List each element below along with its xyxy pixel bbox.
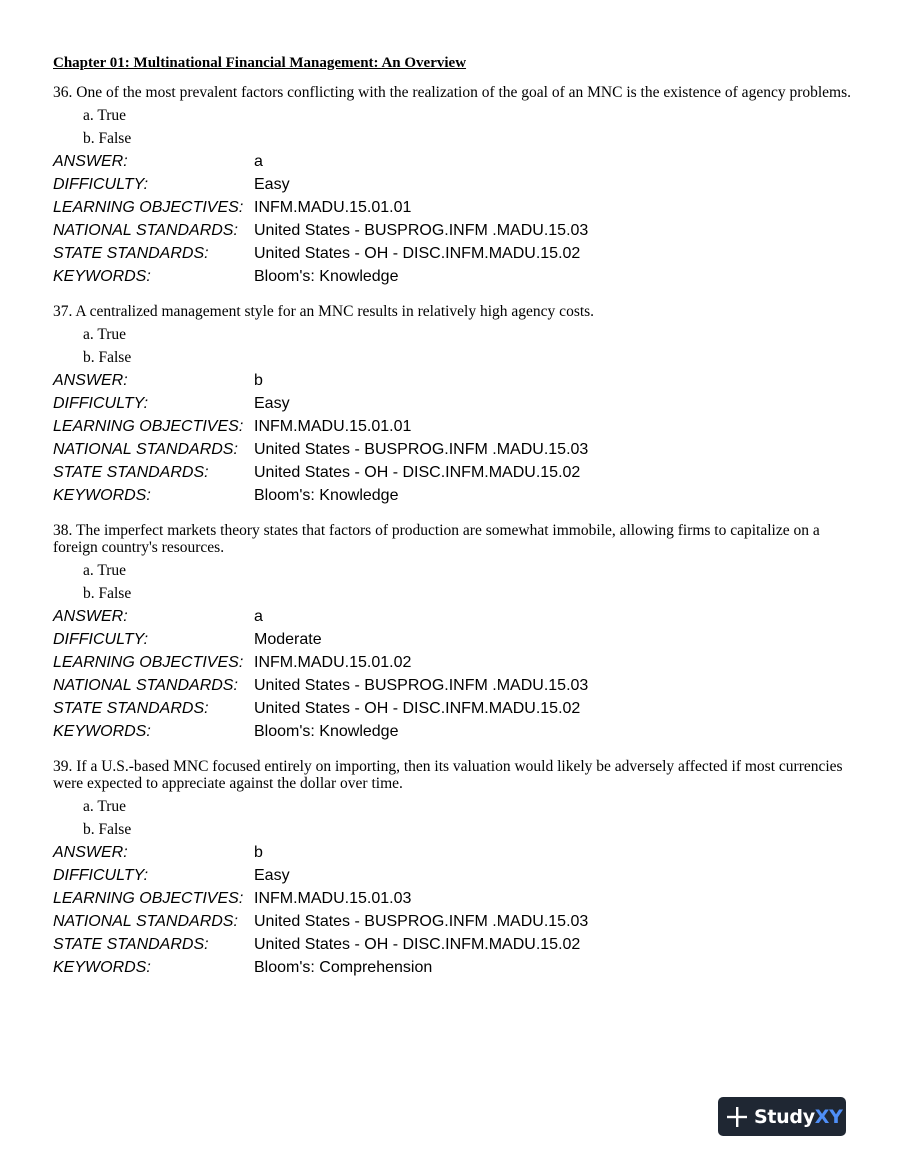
meta-value: United States - OH - DISC.INFM.MADU.15.02 <box>254 463 581 481</box>
meta-label: NATIONAL STANDARDS: <box>53 221 238 239</box>
meta-row <box>53 219 853 242</box>
answer-option: b. False <box>83 821 132 838</box>
meta-row <box>53 697 853 720</box>
answer-option: a. True <box>83 326 127 343</box>
question-text: 38. The imperfect markets theory states that factors of production are somewhat immobile, allowing firms to capitalize on a foreign country's resources. <box>53 522 820 556</box>
question-list <box>53 84 853 979</box>
question-block <box>53 84 853 288</box>
meta-value: United States - OH - DISC.INFM.MADU.15.02 <box>254 244 581 262</box>
meta-value: INFM.MADU.15.01.03 <box>254 889 412 907</box>
chapter-title: Chapter 01: Multinational Financial Management: An Overview <box>53 55 467 71</box>
answer-option: a. True <box>83 107 127 124</box>
badge-logo-study: Study <box>754 1105 815 1128</box>
meta-label: LEARNING OBJECTIVES: <box>53 889 244 907</box>
question-block <box>53 303 853 507</box>
meta-label: KEYWORDS: <box>53 958 151 976</box>
meta-label: LEARNING OBJECTIVES: <box>53 653 244 671</box>
meta-value: Bloom's: Knowledge <box>254 722 399 740</box>
meta-label: LEARNING OBJECTIVES: <box>53 417 244 435</box>
meta-row <box>53 415 853 438</box>
meta-row <box>53 196 853 219</box>
document-page <box>53 54 853 994</box>
meta-label: DIFFICULTY: <box>53 175 149 193</box>
answer-option: a. True <box>83 798 127 815</box>
meta-label: NATIONAL STANDARDS: <box>53 912 238 930</box>
meta-label: ANSWER: <box>53 371 128 389</box>
answer-option: b. False <box>83 130 132 147</box>
meta-label: ANSWER: <box>53 843 128 861</box>
meta-label: DIFFICULTY: <box>53 866 149 884</box>
meta-row <box>53 484 853 507</box>
meta-value: Easy <box>254 175 290 193</box>
question-text: 39. If a U.S.-based MNC focused entirely on importing, then its valuation would likely be adversely affected if most currencies were expected to appreciate against the dollar over time. <box>53 758 843 792</box>
meta-label: LEARNING OBJECTIVES: <box>53 198 244 216</box>
meta-row <box>53 841 853 864</box>
meta-row <box>53 628 853 651</box>
meta-value: United States - BUSPROG.INFM .MADU.15.03 <box>254 676 589 694</box>
meta-label: ANSWER: <box>53 152 128 170</box>
meta-row <box>53 933 853 956</box>
meta-row <box>53 910 853 933</box>
meta-value: United States - OH - DISC.INFM.MADU.15.02 <box>254 699 581 717</box>
meta-label: KEYWORDS: <box>53 722 151 740</box>
meta-row <box>53 887 853 910</box>
badge-logo-text <box>754 1106 843 1128</box>
meta-label: ANSWER: <box>53 607 128 625</box>
meta-row <box>53 173 853 196</box>
meta-value: a <box>254 152 263 170</box>
meta-value: United States - BUSPROG.INFM .MADU.15.03 <box>254 440 589 458</box>
meta-row <box>53 956 853 979</box>
answer-option: b. False <box>83 585 132 602</box>
meta-value: United States - BUSPROG.INFM .MADU.15.03 <box>254 221 589 239</box>
meta-label: KEYWORDS: <box>53 486 151 504</box>
answer-option: b. False <box>83 349 132 366</box>
meta-row <box>53 265 853 288</box>
meta-row <box>53 651 853 674</box>
meta-value: United States - OH - DISC.INFM.MADU.15.02 <box>254 935 581 953</box>
meta-label: NATIONAL STANDARDS: <box>53 440 238 458</box>
meta-value: Easy <box>254 866 290 884</box>
meta-row <box>53 242 853 265</box>
meta-value: United States - BUSPROG.INFM .MADU.15.03 <box>254 912 589 930</box>
meta-value: Bloom's: Knowledge <box>254 486 399 504</box>
meta-label: STATE STANDARDS: <box>53 244 209 262</box>
question-text: 36. One of the most prevalent factors conflicting with the realization of the goal of an MNC is the existence of agency problems. <box>53 84 852 101</box>
meta-label: STATE STANDARDS: <box>53 699 209 717</box>
meta-row <box>53 674 853 697</box>
question-block <box>53 522 853 743</box>
question-text: 37. A centralized management style for an MNC results in relatively high agency costs. <box>53 303 595 320</box>
meta-row <box>53 605 853 628</box>
meta-row <box>53 438 853 461</box>
meta-row <box>53 720 853 743</box>
meta-value: a <box>254 607 263 625</box>
meta-row <box>53 392 853 415</box>
badge-logo-xy: XY <box>814 1105 843 1128</box>
meta-value: b <box>254 371 263 389</box>
meta-row <box>53 461 853 484</box>
meta-row <box>53 864 853 887</box>
meta-value: b <box>254 843 263 861</box>
meta-label: STATE STANDARDS: <box>53 463 209 481</box>
meta-value: INFM.MADU.15.01.02 <box>254 653 412 671</box>
meta-value: Bloom's: Knowledge <box>254 267 399 285</box>
plus-icon <box>726 1106 748 1128</box>
meta-row <box>53 150 853 173</box>
meta-label: KEYWORDS: <box>53 267 151 285</box>
studyxy-badge[interactable] <box>718 1097 846 1136</box>
meta-value: INFM.MADU.15.01.01 <box>254 198 412 216</box>
question-block <box>53 758 853 979</box>
meta-label: DIFFICULTY: <box>53 394 149 412</box>
meta-label: DIFFICULTY: <box>53 630 149 648</box>
answer-option: a. True <box>83 562 127 579</box>
meta-label: STATE STANDARDS: <box>53 935 209 953</box>
meta-value: Bloom's: Comprehension <box>254 958 433 976</box>
meta-value: Moderate <box>254 630 322 648</box>
meta-label: NATIONAL STANDARDS: <box>53 676 238 694</box>
meta-value: INFM.MADU.15.01.01 <box>254 417 412 435</box>
meta-value: Easy <box>254 394 290 412</box>
meta-row <box>53 369 853 392</box>
